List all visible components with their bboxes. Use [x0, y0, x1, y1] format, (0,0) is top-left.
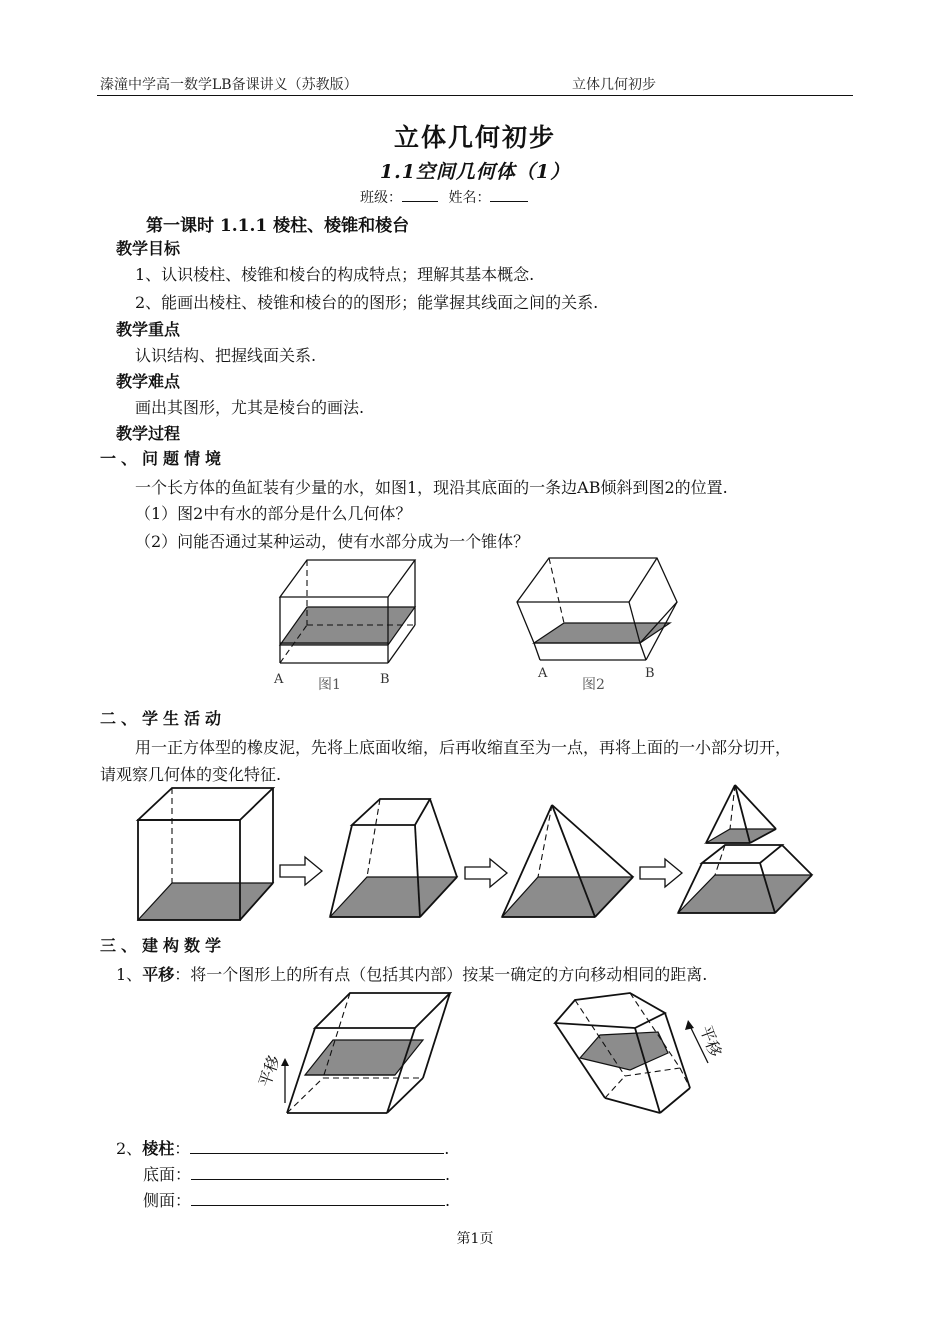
- translation-text: ：将一个图形上的所有点（包括其内部）按某一确定的方向移动相同的距离.: [174, 965, 708, 984]
- prism-blank[interactable]: [190, 1139, 444, 1154]
- section2-para-2: 请观察几何体的变化特征.: [100, 765, 282, 784]
- item1-number: 1、: [116, 965, 143, 984]
- translation-figure-prism: [245, 988, 460, 1118]
- difficulties-heading: 教学难点: [116, 372, 181, 391]
- translate-arrow-right-icon: [685, 1020, 694, 1030]
- translation-figure-pentagonal: [550, 988, 740, 1123]
- page-subtitle: 1.1空间几何体（1）: [379, 161, 571, 183]
- transformation-figures: [130, 785, 820, 930]
- figure-1-tank: [270, 555, 420, 695]
- item2-number: 2、: [116, 1139, 143, 1158]
- fig1-caption: 图1: [318, 677, 341, 693]
- name-label: 姓名：: [448, 190, 491, 206]
- side-label: 侧面：: [143, 1191, 192, 1210]
- goal-item-2: 2、能画出棱柱、棱锥和棱台的的图形；能掌握其线面之间的关系.: [135, 293, 599, 312]
- section2-para-1: 用一正方体型的橡皮泥，先将上底面收缩，后再收缩直至为一点，再将上面的一小部分切开，: [135, 738, 792, 757]
- base-blank[interactable]: [191, 1165, 445, 1180]
- base-line: [143, 1162, 450, 1185]
- side-period: .: [445, 1191, 451, 1210]
- section1-heading: 一、问题情境: [100, 449, 227, 468]
- difficulties-text: 画出其图形，尤其是棱台的画法.: [135, 398, 365, 417]
- key-points-heading: 教学重点: [116, 320, 181, 339]
- fig1-label-a: A: [274, 672, 284, 687]
- key-points-text: 认识结构、把握线面关系.: [135, 346, 317, 365]
- section3-heading: 三、建构数学: [100, 936, 227, 955]
- translate-label-right: 平移: [696, 1022, 726, 1060]
- header-right: 立体几何初步: [572, 77, 656, 93]
- page-number: 第1页: [456, 1231, 494, 1247]
- class-name-line: [360, 187, 528, 207]
- fig1-label-b: B: [380, 672, 390, 687]
- prism-colon: ：: [174, 1139, 191, 1158]
- side-blank[interactable]: [191, 1191, 445, 1206]
- translate-label-left: 平移: [254, 1052, 284, 1090]
- side-line: [143, 1188, 450, 1211]
- class-label: 班级：: [360, 190, 402, 206]
- process-heading: 教学过程: [116, 424, 181, 443]
- section1-para: 一个长方体的鱼缸装有少量的水，如图1，现沿其底面的一条边AB倾斜到图2的位置.: [135, 478, 728, 497]
- prism-definition: [116, 1136, 449, 1159]
- pentagon-section: [580, 1032, 668, 1070]
- header-rule: [97, 95, 853, 96]
- name-field[interactable]: [490, 187, 528, 202]
- lesson-title: 第一课时 1.1.1 棱柱、棱锥和棱台: [146, 216, 410, 236]
- cube-figure: [138, 788, 273, 920]
- base-period: .: [445, 1165, 451, 1184]
- arrow-1-icon: [280, 857, 322, 885]
- goals-heading: 教学目标: [116, 239, 181, 258]
- prism-period: .: [444, 1139, 450, 1158]
- fig2-label-b: B: [645, 666, 655, 681]
- cut-pyramid-figure: [678, 785, 812, 913]
- arrow-2-icon: [465, 859, 507, 887]
- translation-term: 平移: [142, 965, 175, 984]
- page-title: 立体几何初步: [393, 123, 556, 152]
- section2-heading: 二、学生活动: [100, 709, 227, 728]
- pyramid-figure: [502, 805, 633, 917]
- frustum-figure: [330, 799, 457, 917]
- header-left: 溱潼中学高一数学LB备课讲义（苏教版）: [100, 77, 358, 93]
- fig2-caption: 图2: [582, 677, 605, 693]
- fig2-label-a: A: [538, 666, 548, 681]
- arrow-3-icon: [640, 859, 682, 887]
- section1-q2: （2）问能否通过某种运动，使有水部分成为一个锥体？: [135, 532, 530, 551]
- figure-2-tilted-tank: [512, 555, 682, 695]
- prism-term: 棱柱: [142, 1139, 175, 1158]
- base-label: 底面：: [143, 1165, 192, 1184]
- section1-q1: （1）图2中有水的部分是什么几何体？: [135, 504, 412, 523]
- class-field[interactable]: [402, 187, 438, 202]
- water-surface: [280, 607, 415, 645]
- goal-item-1: 1、认识棱柱、棱锥和棱台的构成特点；理解其基本概念.: [135, 265, 535, 284]
- translation-definition: [116, 962, 707, 985]
